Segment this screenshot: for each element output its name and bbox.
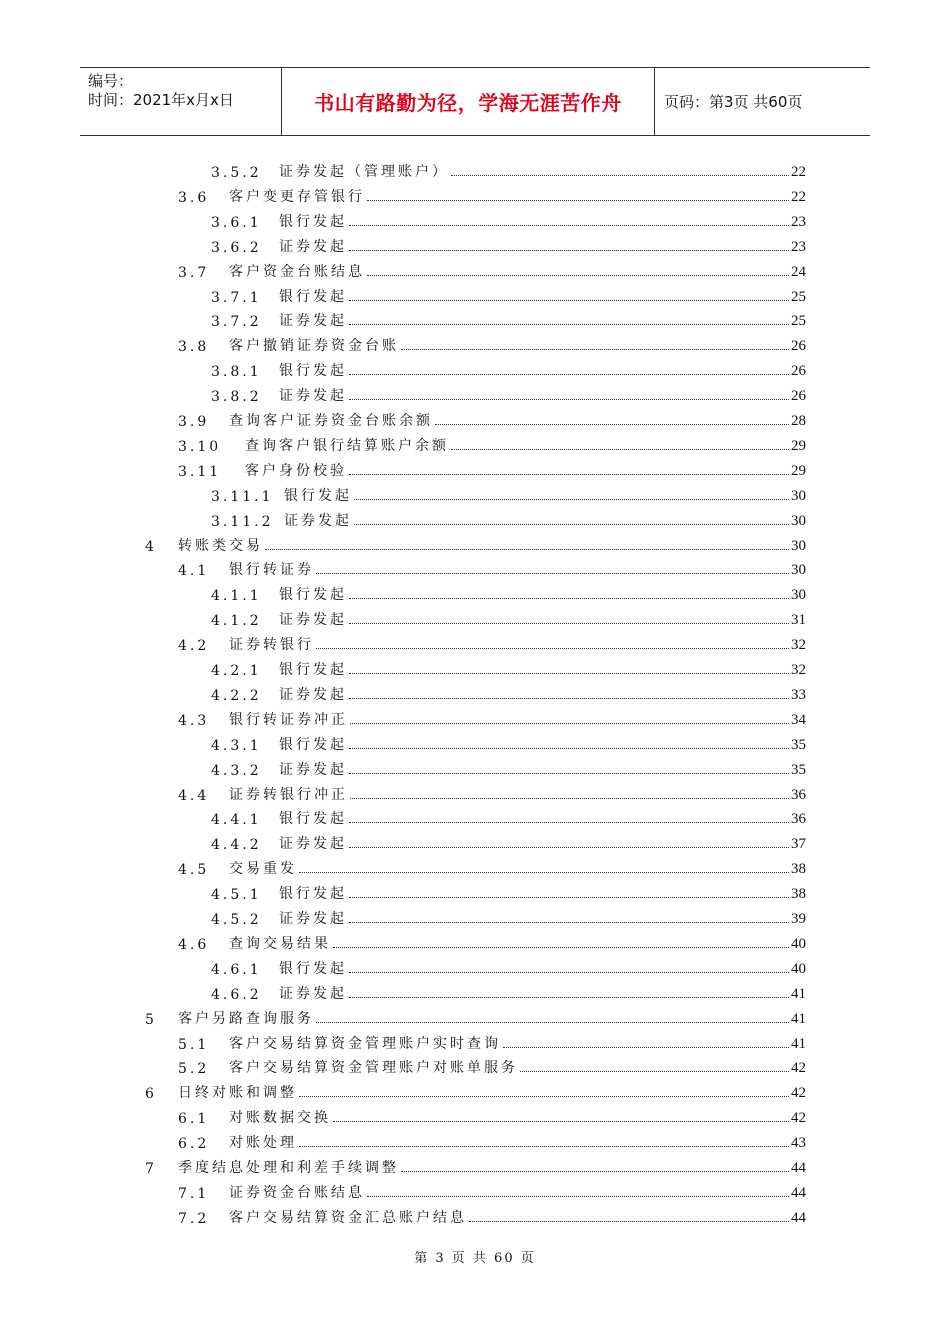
- toc-entry-title: 银行发起: [279, 736, 347, 753]
- toc-entry-page: 23: [791, 213, 806, 230]
- toc-entry-page: 29: [791, 437, 806, 454]
- toc-entry[interactable]: [178, 780, 806, 804]
- toc-entry-number: 3.7.1: [211, 289, 262, 306]
- toc-entry-page: 30: [791, 587, 806, 604]
- toc-entry-page: 29: [791, 462, 806, 479]
- toc-entry[interactable]: [145, 1078, 806, 1102]
- toc-entry-title: 银行发起: [279, 960, 347, 977]
- toc-leader-dots: [299, 871, 789, 873]
- toc-leader-dots: [349, 672, 789, 674]
- toc-entry[interactable]: [178, 854, 806, 878]
- toc-leader-dots: [349, 373, 789, 375]
- toc-entry-title: 证券发起: [279, 238, 347, 255]
- toc-entry-number: 4.4.1: [211, 812, 262, 829]
- toc-entry-page: 41: [791, 1010, 806, 1027]
- toc-entry-page: 35: [791, 736, 806, 753]
- toc-entry-page: 38: [791, 886, 806, 903]
- toc-leader-dots: [349, 299, 789, 301]
- toc-entry-title: 转账类交易: [178, 537, 263, 554]
- toc-entry-number: 3.8: [178, 339, 210, 356]
- toc-entry-number: 3.8.1: [211, 364, 262, 381]
- toc-entry-number: 4.2: [178, 638, 210, 655]
- toc-leader-dots: [349, 249, 789, 251]
- toc-leader-dots: [435, 423, 789, 425]
- toc-entry-number: 3.6: [178, 189, 210, 206]
- toc-entry-page: 31: [791, 612, 806, 629]
- toc-entry-number: 4.5: [178, 862, 210, 879]
- toc-entry-number: 3.11: [178, 463, 222, 480]
- toc-entry-number: 7.2: [178, 1210, 210, 1227]
- toc-leader-dots: [349, 846, 789, 848]
- toc-entry-number: 4.4: [178, 787, 210, 804]
- toc-entry-page: 40: [791, 935, 806, 952]
- toc-entry-page: 25: [791, 313, 806, 330]
- toc-entry-number: 5.1: [178, 1036, 210, 1053]
- toc-entry-title: 证券发起: [279, 313, 347, 330]
- toc-entry-title: 证券发起: [279, 388, 347, 405]
- toc-leader-dots: [503, 1046, 789, 1048]
- toc-entry-title: 客户交易结算资金管理账户对账单服务: [229, 1060, 518, 1077]
- toc-entry[interactable]: [211, 232, 806, 256]
- toc-leader-dots: [349, 473, 789, 475]
- toc-entry-page: 26: [791, 363, 806, 380]
- toc-entry-number: 3.6.2: [211, 239, 262, 256]
- toc-entry[interactable]: [178, 630, 806, 654]
- toc-entry-page: 23: [791, 238, 806, 255]
- toc-entry-page: 42: [791, 1110, 806, 1127]
- toc-leader-dots: [350, 797, 789, 799]
- toc-entry-number: 4.3: [178, 712, 210, 729]
- toc-entry-page: 35: [791, 761, 806, 778]
- toc-entry-number: 4.2.1: [211, 663, 262, 679]
- toc-entry-page: 38: [791, 861, 806, 878]
- toc-entry-number: 4.1.2: [211, 613, 262, 630]
- toc-entry-title: 银行发起: [279, 662, 347, 678]
- toc-leader-dots: [349, 597, 789, 599]
- toc-entry[interactable]: [178, 456, 806, 480]
- toc-entry-page: 24: [791, 263, 806, 280]
- toc-entry-title: 银行转证券冲正: [229, 711, 348, 728]
- toc-leader-dots: [354, 498, 789, 500]
- toc-entry[interactable]: [211, 655, 806, 679]
- toc-entry[interactable]: [178, 1203, 806, 1227]
- toc-entry-number: 5.2: [178, 1061, 210, 1078]
- toc-leader-dots: [349, 896, 789, 898]
- toc-entry-page: 34: [791, 711, 806, 728]
- toc-leader-dots: [401, 1170, 789, 1172]
- toc-leader-dots: [299, 1145, 789, 1147]
- toc-entry-title: 证券发起: [279, 761, 347, 778]
- toc-entry-number: 4: [145, 538, 157, 555]
- toc-entry[interactable]: [211, 356, 806, 380]
- toc-entry[interactable]: [211, 879, 806, 903]
- toc-entry-title: 客户撤销证券资金台账: [229, 338, 399, 355]
- toc-leader-dots: [349, 996, 789, 998]
- toc-entry-page: 37: [791, 836, 806, 853]
- toc-entry-title: 对账处理: [229, 1135, 297, 1152]
- toc-leader-dots: [299, 1095, 789, 1097]
- toc-entry-page: 28: [791, 413, 806, 429]
- toc-entry-page: 43: [791, 1135, 806, 1152]
- toc-leader-dots: [349, 821, 789, 823]
- toc-entry-number: 6.1: [178, 1111, 210, 1128]
- toc-leader-dots: [316, 572, 789, 574]
- toc-entry[interactable]: [211, 954, 806, 978]
- toc-leader-dots: [451, 174, 789, 176]
- toc-entry[interactable]: [211, 979, 806, 1003]
- page-footer: 第 3 页 共 60 页: [414, 1251, 536, 1266]
- date-label: 时间：2021年x月x日: [88, 91, 234, 109]
- toc-leader-dots: [520, 1070, 789, 1072]
- toc-entry[interactable]: [178, 705, 806, 729]
- toc-entry-title: 银行发起: [284, 487, 352, 504]
- toc-entry[interactable]: [211, 207, 806, 231]
- toc-entry-number: 4.5.2: [211, 912, 262, 928]
- toc-entry-page: 30: [791, 487, 806, 504]
- toc-entry-number: 3.7: [178, 264, 210, 281]
- toc-leader-dots: [367, 199, 789, 201]
- toc-entry-title: 日终对账和调整: [178, 1085, 297, 1102]
- toc-entry-title: 对账数据交换: [229, 1110, 331, 1127]
- toc-entry[interactable]: [211, 580, 806, 604]
- toc-entry-number: 4.1: [178, 563, 210, 580]
- toc-entry-number: 4.1.1: [211, 588, 262, 605]
- toc-entry-number: 4.5.1: [211, 887, 262, 904]
- toc-entry-number: 3.8.2: [211, 389, 262, 406]
- toc-entry-title: 交易重发: [229, 861, 297, 878]
- toc-entry-page: 36: [791, 811, 806, 828]
- toc-entry[interactable]: [178, 406, 806, 430]
- toc-entry-title: 季度结息处理和利差手续调整: [178, 1160, 399, 1176]
- toc-entry-number: 6: [145, 1086, 157, 1103]
- toc-entry-title: 查询客户证券资金台账余额: [229, 413, 433, 429]
- toc-entry-number: 7: [145, 1161, 157, 1177]
- toc-entry-number: 4.6.2: [211, 986, 262, 1003]
- toc-entry-title: 银行发起: [279, 886, 347, 903]
- toc-entry-title: 证券资金台账结息: [229, 1184, 365, 1201]
- toc-leader-dots: [349, 323, 789, 325]
- toc-leader-dots: [451, 448, 789, 450]
- toc-leader-dots: [349, 622, 789, 624]
- toc-entry-number: 4.3.2: [211, 762, 262, 779]
- toc-entry-title: 银行发起: [279, 811, 347, 828]
- toc-leader-dots: [349, 772, 789, 774]
- toc-entry-page: 44: [791, 1160, 806, 1176]
- toc-entry-title: 证券转银行冲正: [229, 786, 348, 803]
- toc-entry-title: 银行发起: [279, 288, 347, 305]
- toc-entry-number: 4.2.2: [211, 687, 262, 704]
- toc-entry[interactable]: [178, 257, 806, 281]
- toc-entry-title: 证券发起: [279, 836, 347, 853]
- toc-entry[interactable]: [145, 1004, 806, 1028]
- toc-entry-number: 4.6.1: [211, 961, 262, 978]
- toc-entry-title: 查询交易结果: [229, 935, 331, 952]
- toc-entry-title: 证券转银行: [229, 637, 314, 654]
- toc-entry-number: 6.2: [178, 1136, 210, 1153]
- toc-entry[interactable]: [211, 804, 806, 828]
- toc-entry-page: 32: [791, 637, 806, 654]
- toc-entry-page: 26: [791, 338, 806, 355]
- number-label: 编号：: [88, 72, 134, 90]
- toc-leader-dots: [354, 523, 789, 525]
- toc-entry-number: 4.3.1: [211, 737, 262, 754]
- toc-leader-dots: [350, 722, 789, 724]
- toc-entry-number: 7.1: [178, 1185, 210, 1202]
- toc-entry-number: 3.5.2: [211, 165, 262, 181]
- toc-entry[interactable]: [178, 182, 806, 206]
- toc-entry-page: 22: [791, 188, 806, 205]
- toc-entry-page: 42: [791, 1060, 806, 1077]
- toc-entry-page: 41: [791, 1035, 806, 1052]
- toc-entry[interactable]: [178, 1029, 806, 1053]
- toc-entry-number: 3.9: [178, 414, 210, 430]
- toc-entry-title: 银行发起: [279, 587, 347, 604]
- toc-entry-page: 42: [791, 1085, 806, 1102]
- toc-entry-title: 证券发起（管理账户）: [279, 164, 449, 180]
- toc-entry-title: 客户变更存管银行: [229, 188, 365, 205]
- toc-entry[interactable]: [145, 531, 806, 555]
- toc-entry[interactable]: [178, 1103, 806, 1127]
- toc-entry-title: 客户另路查询服务: [178, 1010, 314, 1027]
- toc-entry[interactable]: [211, 605, 806, 629]
- toc-leader-dots: [367, 274, 789, 276]
- toc-entry[interactable]: [211, 306, 806, 330]
- toc-entry-title: 银行转证券: [229, 562, 314, 579]
- toc-leader-dots: [265, 548, 789, 550]
- toc-entry[interactable]: [211, 381, 806, 405]
- toc-entry[interactable]: [211, 680, 806, 704]
- toc-entry-title: 银行发起: [279, 213, 347, 230]
- page-header: [80, 67, 870, 136]
- header-left-cell: [80, 68, 282, 135]
- toc-entry-page: 30: [791, 537, 806, 554]
- toc-entry[interactable]: [211, 282, 806, 306]
- toc-leader-dots: [349, 747, 789, 749]
- toc-leader-dots: [469, 1220, 789, 1222]
- toc-entry-number: 3.7.2: [211, 314, 262, 331]
- toc-leader-dots: [316, 1021, 789, 1023]
- toc-entry-title: 客户资金台账结息: [229, 263, 365, 280]
- toc-entry-title: 证券发起: [279, 911, 347, 927]
- toc-entry-page: 39: [791, 911, 806, 927]
- toc-entry-number: 3.11.2: [211, 513, 274, 530]
- toc-entry[interactable]: [178, 431, 806, 455]
- toc-entry[interactable]: [211, 904, 806, 928]
- toc-entry[interactable]: [178, 1128, 806, 1152]
- toc-entry-number: 5: [145, 1011, 157, 1028]
- toc-entry[interactable]: [211, 481, 806, 505]
- toc-entry[interactable]: [211, 506, 806, 530]
- toc-entry[interactable]: [178, 331, 806, 355]
- toc-entry-page: 25: [791, 288, 806, 305]
- toc-leader-dots: [333, 1120, 789, 1122]
- toc-entry-number: 3.6.1: [211, 214, 262, 231]
- toc-entry-number: 3.11.1: [211, 488, 274, 505]
- toc-entry-page: 30: [791, 562, 806, 579]
- toc-entry-page: 26: [791, 388, 806, 405]
- toc-leader-dots: [367, 1195, 789, 1197]
- toc-entry[interactable]: [211, 730, 806, 754]
- toc-entry-page: 36: [791, 786, 806, 803]
- toc-entry-title: 客户交易结算资金管理账户实时查询: [229, 1035, 501, 1052]
- toc-leader-dots: [349, 398, 789, 400]
- toc-leader-dots: [401, 348, 789, 350]
- toc-leader-dots: [349, 971, 789, 973]
- toc-entry[interactable]: [211, 755, 806, 779]
- toc-entry-page: 41: [791, 985, 806, 1002]
- toc-entry-page: 30: [791, 512, 806, 529]
- toc-leader-dots: [349, 697, 789, 699]
- toc-entry[interactable]: [178, 929, 806, 953]
- toc-entry[interactable]: [211, 157, 806, 181]
- toc-entry-number: 4.6: [178, 936, 210, 953]
- toc-leader-dots: [349, 224, 789, 226]
- toc-entry[interactable]: [178, 1178, 806, 1202]
- toc-entry-title: 查询客户银行结算账户余额: [245, 437, 449, 454]
- toc-entry-page: 40: [791, 960, 806, 977]
- toc-entry-title: 证券发起: [279, 985, 347, 1002]
- toc-entry-page: 44: [791, 1209, 806, 1226]
- toc-entry[interactable]: [178, 1053, 806, 1077]
- toc-entry-page: 33: [791, 686, 806, 703]
- toc-entry-page: 44: [791, 1184, 806, 1201]
- toc-entry-number: 4.4.2: [211, 837, 262, 854]
- toc-entry-title: 客户身份校验: [245, 462, 347, 479]
- toc-leader-dots: [333, 946, 789, 948]
- header-page-info: 页码：第3页 共60页: [664, 93, 803, 111]
- toc-leader-dots: [349, 921, 789, 923]
- toc-leader-dots: [316, 647, 789, 649]
- toc-entry-page: 22: [791, 164, 806, 180]
- toc-entry-title: 证券发起: [284, 512, 352, 529]
- toc-entry-title: 证券发起: [279, 612, 347, 629]
- toc-entry[interactable]: [211, 829, 806, 853]
- toc-entry-page: 32: [791, 662, 806, 678]
- toc-entry-number: 3.10: [178, 438, 222, 455]
- toc-entry-title: 客户交易结算资金汇总账户结息: [229, 1209, 467, 1226]
- header-motto: 书山有路勤为径，学海无涯苦作舟: [282, 68, 655, 135]
- toc-entry[interactable]: [178, 555, 806, 579]
- toc-entry-title: 银行发起: [279, 363, 347, 380]
- toc-entry[interactable]: [145, 1153, 806, 1177]
- toc-entry-title: 证券发起: [279, 686, 347, 703]
